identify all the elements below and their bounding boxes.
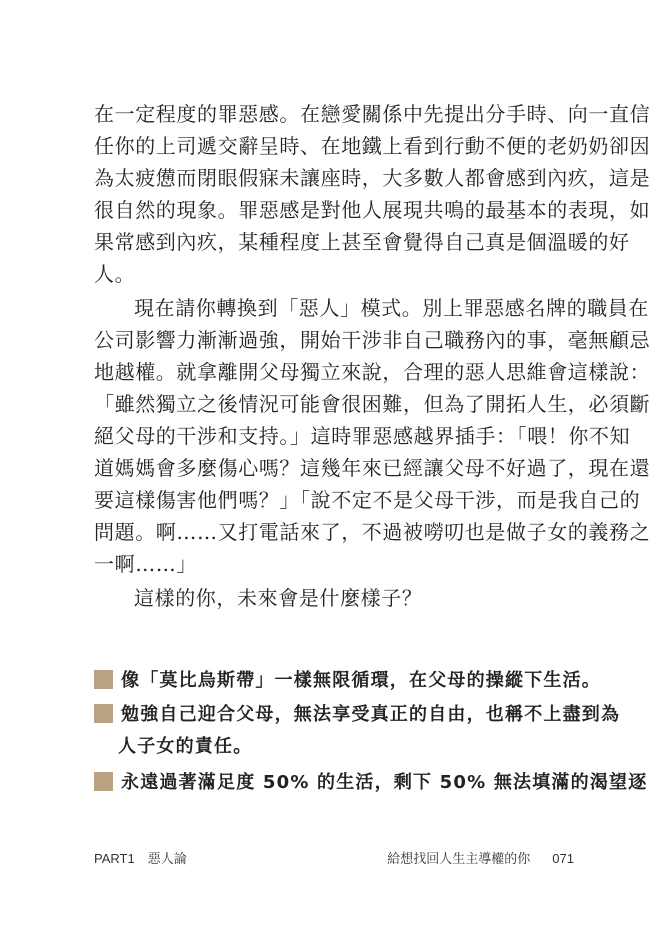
page-footer bbox=[94, 848, 574, 870]
body-text bbox=[94, 98, 651, 614]
footer-right bbox=[387, 848, 574, 867]
footer-book-title: 給想找回人生主導權的你 bbox=[387, 851, 531, 866]
bullet-list bbox=[94, 662, 648, 798]
paragraph bbox=[94, 582, 576, 614]
paragraph bbox=[94, 292, 651, 580]
text-line: 公司影響力漸漸過強，開始干涉非自己職務內的事，毫無顧忌 bbox=[94, 328, 651, 352]
text-line: 絕父母的干涉和支持。」這時罪惡感越界插手：「喂！你不知 bbox=[94, 424, 631, 448]
page-number: 071 bbox=[552, 851, 574, 866]
list-item bbox=[94, 764, 648, 798]
text-line: 很自然的現象。罪惡感是對他人展現共鳴的最基本的表現，如 bbox=[94, 198, 651, 222]
text-line: 問題。啊……又打電話來了，不過被嘮叨也是做子女的義務之 bbox=[94, 520, 651, 544]
text-line: 現在請你轉換到「惡人」模式。別上罪惡感名牌的職員在 bbox=[134, 296, 649, 320]
bullet-square-icon bbox=[94, 670, 113, 689]
list-item bbox=[94, 696, 621, 730]
list-item-text: 永遠過著滿足度 50% 的生活，剩下 50% 無法填滿的渴望逐 bbox=[121, 772, 648, 793]
list-item bbox=[94, 662, 601, 696]
text-line: 要這樣傷害他們嗎？」「說不定不是父母干涉，而是我自己的 bbox=[94, 488, 641, 512]
text-line: 「雖然獨立之後情況可能會很困難，但為了開拓人生，必須斷 bbox=[94, 392, 651, 416]
text-line: 為太疲憊而閉眼假寐未讓座時，大多數人都會感到內疚，這是 bbox=[94, 166, 651, 190]
bullet-square-icon bbox=[94, 704, 113, 723]
footer-section: PART1 惡人論 bbox=[94, 851, 187, 866]
list-item-continuation: 人子女的責任。 bbox=[118, 736, 253, 757]
text-line: 在一定程度的罪惡感。在戀愛關係中先提出分手時、向一直信 bbox=[94, 102, 651, 126]
text-line: 任你的上司遞交辭呈時、在地鐵上看到行動不便的老奶奶卻因 bbox=[94, 134, 651, 158]
paragraph bbox=[94, 98, 651, 290]
bullet-square-icon bbox=[94, 772, 113, 791]
text-line: 人。 bbox=[94, 262, 136, 286]
text-line: 果常感到內疚，某種程度上甚至會覺得自己真是個溫暖的好 bbox=[94, 230, 630, 254]
text-line: 這樣的你，未來會是什麼樣子？ bbox=[134, 586, 423, 610]
text-line: 道媽媽會多麼傷心嗎？這幾年來已經讓父母不好過了，現在還 bbox=[94, 456, 651, 480]
list-item-text: 像「莫比烏斯帶」一樣無限循環，在父母的操縱下生活。 bbox=[121, 670, 601, 691]
text-line: 地越權。就拿離開父母獨立來說，合理的惡人思維會這樣說： bbox=[94, 360, 651, 384]
list-item-text: 勉強自己迎合父母，無法享受真正的自由，也稱不上盡到為 bbox=[121, 704, 621, 725]
text-line: 一啊……」 bbox=[94, 552, 197, 576]
